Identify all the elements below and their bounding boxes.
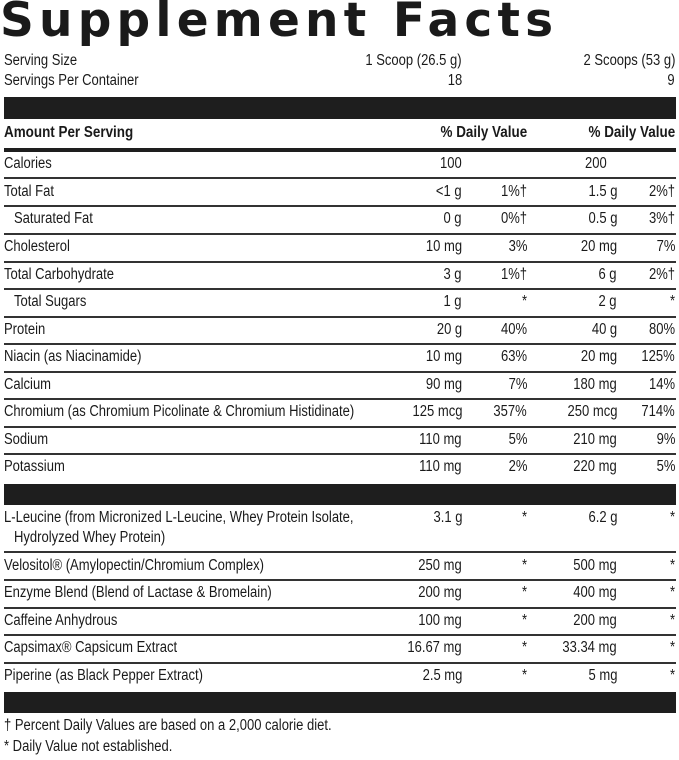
ingredient-amount-2: 500 mg xyxy=(573,557,617,574)
ingredient-dv-2: * xyxy=(669,612,675,629)
ingredient-dv-2: * xyxy=(669,667,675,684)
nutrient-amount-2: 220 mg xyxy=(573,458,617,475)
nutrient-label: Cholesterol xyxy=(4,238,70,255)
calories-amount-1: 100 xyxy=(440,155,462,172)
nutrient-dv-1: 0%† xyxy=(500,210,527,227)
ingredient-row-piperine xyxy=(4,666,676,686)
nutrient-amount-2: 2 g xyxy=(598,293,617,310)
row-divider xyxy=(4,316,676,318)
nutrient-amount-1: 10 mg xyxy=(425,348,462,365)
row-divider xyxy=(4,398,676,400)
ingredient-label-line-2: Hydrolyzed Whey Protein) xyxy=(14,529,166,546)
servings-per-container-2: 9 xyxy=(667,72,675,89)
row-divider xyxy=(4,607,676,609)
ingredient-amount-2: 33.34 mg xyxy=(562,639,617,656)
nutrient-dv-1: 7% xyxy=(508,376,527,393)
nutrient-dv-1: 1%† xyxy=(500,183,527,200)
nutrient-amount-2: 0.5 g xyxy=(588,210,617,227)
ingredient-label: L-Leucine (from Micronized L-Leucine, Whey Protein Isolate, xyxy=(4,509,354,526)
nutrient-dv-2: 3%† xyxy=(648,210,675,227)
nutrient-amount-1: 125 mcg xyxy=(412,403,462,420)
nutrient-amount-2: 20 mg xyxy=(580,238,617,255)
footnote-dagger: † Percent Daily Values are based on a 2,000 calorie diet. xyxy=(4,717,332,734)
servings-per-container-label: Servings Per Container xyxy=(4,72,139,89)
nutrient-amount-2: 1.5 g xyxy=(588,183,617,200)
nutrient-amount-1: <1 g xyxy=(436,183,462,200)
serving-size-2: 2 Scoops (53 g) xyxy=(583,52,675,69)
nutrient-amount-1: 1 g xyxy=(443,293,462,310)
nutrient-dv-1: 63% xyxy=(500,348,527,365)
nutrient-dv-2: 714% xyxy=(641,403,675,420)
ingredient-dv-2: * xyxy=(669,639,675,656)
ingredient-label: Velositol® (Amylopectin/Chromium Complex) xyxy=(4,557,264,574)
ingredient-amount-2: 5 mg xyxy=(588,667,617,684)
ingredient-amount-1: 250 mg xyxy=(418,557,462,574)
nutrient-amount-1: 20 g xyxy=(436,321,462,338)
nutrient-label: Total Sugars xyxy=(14,293,87,310)
row-divider xyxy=(4,662,676,664)
calories-row xyxy=(4,154,676,174)
nutrient-label: Chromium (as Chromium Picolinate & Chromium Histidinate) xyxy=(4,403,355,420)
row-divider xyxy=(4,453,676,455)
nutrient-row-cholesterol xyxy=(4,237,676,257)
nutrient-dv-2: 7% xyxy=(656,238,675,255)
nutrient-amount-1: 10 mg xyxy=(425,238,462,255)
ingredient-dv-1: * xyxy=(521,557,527,574)
nutrient-row-chromium xyxy=(4,402,676,422)
nutrient-row-saturated-fat xyxy=(4,209,676,229)
daily-value-header-1: % Daily Value xyxy=(440,124,527,141)
nutrient-dv-2: 125% xyxy=(641,348,675,365)
nutrient-amount-2: 210 mg xyxy=(573,431,617,448)
ingredient-amount-2: 200 mg xyxy=(573,612,617,629)
ingredient-amount-1: 3.1 g xyxy=(433,509,462,526)
nutrient-amount-2: 180 mg xyxy=(573,376,617,393)
bottom-divider-bar xyxy=(4,692,676,713)
ingredient-row-l-leucine xyxy=(4,508,676,548)
nutrient-dv-2: 9% xyxy=(656,431,675,448)
top-divider-bar xyxy=(4,97,676,119)
daily-value-header-2: % Daily Value xyxy=(588,124,675,141)
ingredient-dv-1: * xyxy=(521,667,527,684)
nutrient-amount-2: 40 g xyxy=(591,321,617,338)
row-divider xyxy=(4,634,676,636)
nutrient-label: Sodium xyxy=(4,431,49,448)
row-divider xyxy=(4,205,676,207)
nutrient-row-sodium xyxy=(4,430,676,450)
calories-amount-2: 200 xyxy=(585,155,607,172)
ingredient-dv-1: * xyxy=(521,639,527,656)
ingredient-dv-1: * xyxy=(521,584,527,601)
nutrient-amount-1: 110 mg xyxy=(419,431,462,448)
nutrient-amount-2: 250 mcg xyxy=(567,403,617,420)
ingredient-label: Enzyme Blend (Blend of Lactase & Bromelain) xyxy=(4,584,272,601)
nutrient-dv-1: 2% xyxy=(508,458,527,475)
nutrient-label: Total Carbohydrate xyxy=(4,266,115,283)
row-divider xyxy=(4,551,676,553)
panel-title: Supplement Facts xyxy=(0,0,559,48)
nutrient-label: Calcium xyxy=(4,376,52,393)
nutrient-dv-1: 1%† xyxy=(500,266,527,283)
column-header-row xyxy=(4,123,676,145)
nutrient-row-niacin xyxy=(4,347,676,367)
ingredient-amount-1: 2.5 mg xyxy=(422,667,462,684)
nutrient-label: Saturated Fat xyxy=(14,210,93,227)
row-divider xyxy=(4,579,676,581)
ingredient-dv-2: * xyxy=(669,557,675,574)
nutrient-row-potassium xyxy=(4,457,676,477)
amount-per-serving-header: Amount Per Serving xyxy=(4,124,134,141)
nutrient-amount-1: 0 g xyxy=(443,210,462,227)
nutrient-amount-2: 6 g xyxy=(598,266,617,283)
ingredient-row-velositol xyxy=(4,556,676,576)
row-divider xyxy=(4,426,676,428)
nutrient-amount-1: 3 g xyxy=(443,266,462,283)
row-divider xyxy=(4,343,676,345)
row-divider xyxy=(4,371,676,373)
row-divider xyxy=(4,261,676,263)
nutrient-dv-1: 5% xyxy=(508,431,527,448)
ingredient-row-capsimax xyxy=(4,638,676,658)
header-divider xyxy=(4,148,676,152)
ingredient-amount-2: 400 mg xyxy=(573,584,617,601)
nutrient-label: Niacin (as Niacinamide) xyxy=(4,348,142,365)
row-divider xyxy=(4,233,676,235)
nutrient-label: Protein xyxy=(4,321,46,338)
ingredient-dv-2: * xyxy=(669,509,675,526)
middle-divider-bar xyxy=(4,484,676,505)
serving-size-1: 1 Scoop (26.5 g) xyxy=(365,52,462,69)
ingredient-amount-1: 16.67 mg xyxy=(407,639,462,656)
footnote-asterisk: * Daily Value not established. xyxy=(4,738,173,755)
ingredient-row-caffeine xyxy=(4,611,676,631)
nutrient-amount-1: 110 mg xyxy=(419,458,462,475)
row-divider xyxy=(4,177,676,179)
ingredient-amount-1: 100 mg xyxy=(418,612,462,629)
servings-per-container-1: 18 xyxy=(447,72,462,89)
nutrient-dv-1: 40% xyxy=(500,321,527,338)
ingredient-row-enzyme-blend xyxy=(4,583,676,603)
ingredient-dv-2: * xyxy=(669,584,675,601)
nutrient-dv-2: 5% xyxy=(656,458,675,475)
serving-size-label: Serving Size xyxy=(4,52,78,69)
nutrient-amount-2: 20 mg xyxy=(580,348,617,365)
nutrient-dv-1: 357% xyxy=(493,403,527,420)
nutrient-label: Potassium xyxy=(4,458,65,475)
nutrient-dv-2: 14% xyxy=(648,376,675,393)
nutrient-label: Total Fat xyxy=(4,183,54,200)
nutrient-dv-2: 80% xyxy=(648,321,675,338)
ingredient-label: Caffeine Anhydrous xyxy=(4,612,118,629)
ingredient-amount-1: 200 mg xyxy=(418,584,462,601)
nutrient-row-total-sugars xyxy=(4,292,676,312)
nutrient-dv-2: * xyxy=(669,293,675,310)
nutrient-row-total-fat xyxy=(4,182,676,202)
nutrient-dv-2: 2%† xyxy=(648,266,675,283)
nutrient-row-calcium xyxy=(4,375,676,395)
ingredient-dv-1: * xyxy=(521,612,527,629)
ingredient-label: Capsimax® Capsicum Extract xyxy=(4,639,178,656)
nutrient-row-protein xyxy=(4,320,676,340)
nutrient-dv-1: 3% xyxy=(508,238,527,255)
nutrient-row-total-carbohydrate xyxy=(4,265,676,285)
ingredient-amount-2: 6.2 g xyxy=(588,509,617,526)
nutrient-dv-1: * xyxy=(521,293,527,310)
nutrient-dv-2: 2%† xyxy=(648,183,675,200)
ingredient-label: Piperine (as Black Pepper Extract) xyxy=(4,667,204,684)
row-divider xyxy=(4,288,676,290)
ingredient-dv-1: * xyxy=(521,509,527,526)
calories-label: Calories xyxy=(4,155,52,172)
nutrient-amount-1: 90 mg xyxy=(425,376,462,393)
